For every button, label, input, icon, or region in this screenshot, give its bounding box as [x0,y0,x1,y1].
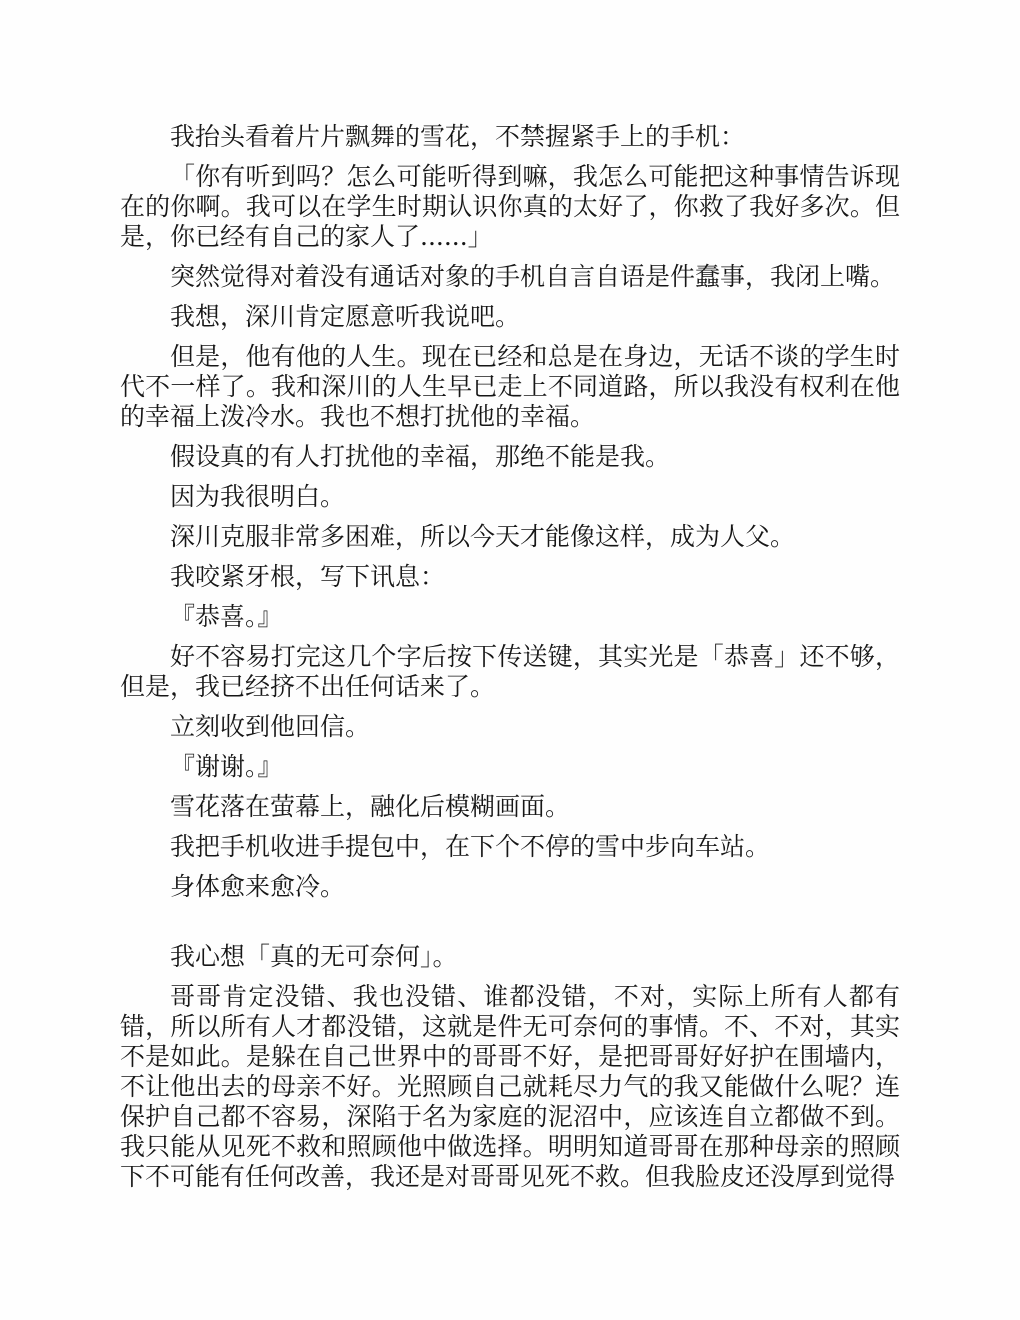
paragraph: 我咬紧牙根，写下讯息： [170,562,446,591]
paragraph: 雪花落在萤幕上，融化后模糊画面。 [170,792,571,821]
paragraph: 『谢谢。』 [170,752,283,781]
paragraph: 好不容易打完这几个字后按下传送键，其实光是「恭喜」还不够，但是，我已经挤不出任何话来了。 [120,642,900,701]
paragraph: 我心想「真的无可奈何」。 [170,942,458,971]
paragraph: 哥哥肯定没错、我也没错、谁都没错，不对，实际上所有人都有错，所以所有人才都没错，这就是件无可奈何的事情。不、不对，其实不是如此。是躲在自己世界中的哥哥不好，是把哥哥好好护在围墙内，不让他出去的母亲不好。光照顾自己就耗尽力气的我又能做什么呢？连保护自己都不容易，深陷于名为家庭的泥沼中，应该连自立都做不到。我只能从见死不救和照顾他中做选择。明明知道哥哥在那种母亲的照顾下不可能有任何改善，我还是对哥哥见死不救。但我脸皮还没厚到觉得 [120,982,900,1191]
section-break [120,912,900,932]
paragraph: 「你有听到吗？怎么可能听得到嘛，我怎么可能把这种事情告诉现在的你啊。我可以在学生时期认识你真的太好了，你救了我好多次。但是，你已经有自己的家人了......」 [120,162,900,251]
paragraph: 因为我很明白。 [170,482,346,511]
paragraph: 我想，深川肯定愿意听我说吧。 [170,302,521,331]
paragraph: 我把手机收进手提包中，在下个不停的雪中步向车站。 [170,832,771,861]
paragraph: 突然觉得对着没有通话对象的手机自言自语是件蠢事，我闭上嘴。 [170,262,896,291]
paragraph: 我抬头看着片片飘舞的雪花，不禁握紧手上的手机： [170,122,746,151]
paragraph: 『恭喜。』 [170,602,283,631]
paragraph: 假设真的有人打扰他的幸福，那绝不能是我。 [170,442,671,471]
paragraph: 但是，他有他的人生。现在已经和总是在身边，无话不谈的学生时代不一样了。我和深川的人生早已走上不同道路，所以我没有权利在他的幸福上泼冷水。我也不想打扰他的幸福。 [120,342,900,431]
paragraph: 身体愈来愈冷。 [170,872,346,901]
paragraph: 立刻收到他回信。 [170,712,371,741]
paragraph: 深川克服非常多困难，所以今天才能像这样，成为人父。 [170,522,796,551]
